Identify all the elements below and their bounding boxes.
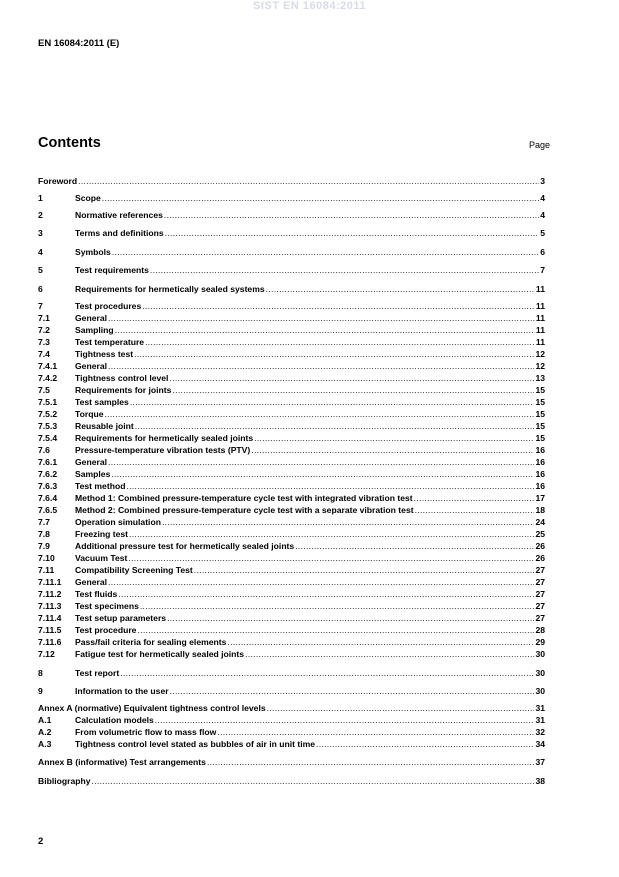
toc-entry-number: 7.6 xyxy=(38,445,50,455)
toc-leader-dots xyxy=(295,541,534,552)
toc-entry[interactable] xyxy=(38,517,545,528)
toc-leader-dots xyxy=(194,565,535,576)
toc-leader-dots xyxy=(137,625,534,636)
toc-leader-dots xyxy=(134,349,534,360)
toc-entry-title: Test specimens xyxy=(75,601,139,611)
toc-leader-dots xyxy=(172,385,534,396)
toc-entry-page: 13 xyxy=(535,373,545,383)
toc-entry[interactable] xyxy=(38,457,545,468)
toc-entry-page: 27 xyxy=(535,589,545,599)
toc-entry-number: 7.11.2 xyxy=(38,589,62,599)
toc-entry[interactable] xyxy=(38,577,545,588)
toc-leader-dots xyxy=(251,445,534,456)
toc-leader-dots xyxy=(126,481,534,492)
toc-leader-dots xyxy=(78,176,539,187)
toc-entry-title: Samples xyxy=(75,469,111,479)
toc-entry-number: 7.5.3 xyxy=(38,421,58,431)
toc-leader-dots xyxy=(145,337,535,348)
toc-entry-title: General xyxy=(75,457,108,467)
toc-entry[interactable] xyxy=(38,337,545,348)
toc-entry[interactable] xyxy=(38,757,545,768)
toc-entry-page: 24 xyxy=(535,517,545,527)
toc-leader-dots xyxy=(169,373,534,384)
toc-entry-page: 4 xyxy=(540,193,545,203)
toc-entry-title: Bibliography xyxy=(38,776,91,786)
toc-entry[interactable] xyxy=(38,385,545,396)
toc-leader-dots xyxy=(108,313,535,324)
toc-entry-page: 15 xyxy=(535,397,545,407)
toc-entry-title: Tightness control level xyxy=(75,373,169,383)
toc-entry-page: 11 xyxy=(535,337,545,347)
toc-entry[interactable] xyxy=(38,649,545,660)
toc-entry-title: Terms and definitions xyxy=(75,228,164,238)
toc-entry-title: Test fluids xyxy=(75,589,118,599)
toc-entry-title: Torque xyxy=(75,409,104,419)
toc-entry-title: Test requirements xyxy=(75,265,149,275)
toc-leader-dots xyxy=(170,686,535,697)
toc-entry[interactable] xyxy=(38,373,545,384)
toc-entry-page: 7 xyxy=(540,265,545,275)
toc-entry[interactable] xyxy=(38,325,545,336)
toc-entry-title: From volumetric flow to mass flow xyxy=(75,727,217,737)
toc-entry[interactable] xyxy=(38,265,545,276)
toc-leader-dots xyxy=(267,703,535,714)
toc-entry-number: 7.5.2 xyxy=(38,409,58,419)
toc-leader-dots xyxy=(162,517,534,528)
toc-entry-page: 26 xyxy=(535,553,545,563)
toc-entry-title: Compatibility Screening Test xyxy=(75,565,193,575)
toc-entry-number: 7.11.3 xyxy=(38,601,62,611)
toc-entry[interactable] xyxy=(38,284,545,295)
toc-entry-title: Reusable joint xyxy=(75,421,134,431)
toc-entry[interactable] xyxy=(38,421,545,432)
toc-entry[interactable] xyxy=(38,625,545,636)
toc-entry-page: 27 xyxy=(535,613,545,623)
toc-entry-number: 7.11.4 xyxy=(38,613,62,623)
toc-entry-number: 7.6.2 xyxy=(38,469,58,479)
toc-leader-dots xyxy=(128,553,534,564)
toc-entry-title: Pass/fail criteria for sealing elements xyxy=(75,637,227,647)
toc-entry-number: 7.4.1 xyxy=(38,361,58,371)
toc-entry-page: 32 xyxy=(535,727,545,737)
toc-entry-page: 29 xyxy=(535,637,545,647)
toc-entry-page: 38 xyxy=(535,776,545,786)
toc-leader-dots xyxy=(414,493,535,504)
toc-entry[interactable] xyxy=(38,589,545,600)
toc-leader-dots xyxy=(111,469,534,480)
toc-entry-number: 1 xyxy=(38,193,43,203)
toc-entry[interactable] xyxy=(38,469,545,480)
toc-entry-page: 30 xyxy=(535,686,545,696)
toc-entry-number: A.3 xyxy=(38,739,52,749)
toc-entry[interactable] xyxy=(38,541,545,552)
toc-entry-page: 6 xyxy=(540,247,545,257)
toc-entry-number: 7.1 xyxy=(38,313,50,323)
toc-leader-dots xyxy=(120,668,534,679)
toc-leader-dots xyxy=(266,284,535,295)
toc-entry-title: Additional pressure test for hermetically sealed joints xyxy=(75,541,295,551)
toc-entry-page: 34 xyxy=(535,739,545,749)
toc-entry-title: Test setup parameters xyxy=(75,613,167,623)
toc-entry-page: 11 xyxy=(535,325,545,335)
toc-entry-page: 30 xyxy=(535,649,545,659)
toc-entry-title: Test report xyxy=(75,668,120,678)
toc-entry-number: 7.4.2 xyxy=(38,373,58,383)
toc-entry-title: Symbols xyxy=(75,247,111,257)
toc-entry[interactable] xyxy=(38,776,545,787)
toc-entry-number: 3 xyxy=(38,228,43,238)
toc-entry-title: Method 1: Combined pressure-temperature cycle test with integrated vibration test xyxy=(75,493,413,503)
toc-entry[interactable] xyxy=(38,529,545,540)
toc-entry[interactable] xyxy=(38,703,545,714)
toc-entry-title: Annex A (normative) Equivalent tightness control levels xyxy=(38,703,266,713)
toc-entry-number: 7.9 xyxy=(38,541,50,551)
toc-entry[interactable] xyxy=(38,445,545,456)
toc-entry[interactable] xyxy=(38,210,545,221)
toc-entry-number: 7.7 xyxy=(38,517,50,527)
toc-leader-dots xyxy=(130,397,535,408)
toc-entry-number: 7.12 xyxy=(38,649,55,659)
toc-entry-page: 26 xyxy=(535,541,545,551)
toc-leader-dots xyxy=(102,193,539,204)
toc-entry-title: Information to the user xyxy=(75,686,169,696)
page-number: 2 xyxy=(38,836,44,847)
toc-entry[interactable] xyxy=(38,228,545,239)
toc-leader-dots xyxy=(155,715,535,726)
toc-leader-dots xyxy=(104,409,534,420)
toc-entry-page: 28 xyxy=(535,625,545,635)
toc-entry[interactable] xyxy=(38,739,545,750)
toc-entry-title: Calculation models xyxy=(75,715,154,725)
toc-leader-dots xyxy=(245,649,534,660)
toc-entry-title: Test method xyxy=(75,481,126,491)
toc-entry[interactable] xyxy=(38,715,545,726)
toc-entry-title: Test procedures xyxy=(75,301,142,311)
toc-entry-page: 4 xyxy=(540,210,545,220)
toc-entry[interactable] xyxy=(38,247,545,258)
toc-entry[interactable] xyxy=(38,301,545,312)
toc-entry-title: Freezing test xyxy=(75,529,129,539)
toc-entry[interactable] xyxy=(38,601,545,612)
toc-entry-number: 7 xyxy=(38,301,43,311)
toc-entry-title: Sampling xyxy=(75,325,114,335)
toc-entry-title: Method 2: Combined pressure-temperature cycle test with a separate vibration test xyxy=(75,505,414,515)
toc-entry-title: Test samples xyxy=(75,397,129,407)
toc-entry-title: Test temperature xyxy=(75,337,145,347)
toc-entry-number: 7.5.4 xyxy=(38,433,58,443)
toc-entry-page: 3 xyxy=(540,176,545,186)
toc-entry-title: Operation simulation xyxy=(75,517,161,527)
toc-entry-number: 7.11 xyxy=(38,565,55,575)
toc-entry[interactable] xyxy=(38,727,545,738)
toc-entry-page: 11 xyxy=(535,301,545,311)
toc-entry-title: Normative references xyxy=(75,210,163,220)
toc-entry-page: 12 xyxy=(535,349,545,359)
toc-leader-dots xyxy=(112,247,539,258)
document-id: EN 16084:2011 (E) xyxy=(38,38,120,49)
toc-leader-dots xyxy=(129,529,534,540)
toc-leader-dots xyxy=(140,601,535,612)
toc-entry-title: General xyxy=(75,313,108,323)
toc-entry[interactable] xyxy=(38,637,545,648)
contents-heading: Contents xyxy=(38,135,101,151)
toc-leader-dots xyxy=(142,301,535,312)
toc-entry-page: 37 xyxy=(535,757,545,767)
toc-entry[interactable] xyxy=(38,493,545,504)
toc-entry-title: Fatigue test for hermetically sealed joints xyxy=(75,649,245,659)
toc-entry-number: 5 xyxy=(38,265,43,275)
toc-entry-number: 8 xyxy=(38,668,43,678)
toc-entry-title: Tightness control level stated as bubbles of air in unit time xyxy=(75,739,316,749)
toc-leader-dots xyxy=(108,361,534,372)
toc-entry-number: 7.6.4 xyxy=(38,493,58,503)
toc-entry[interactable] xyxy=(38,433,545,444)
toc-entry[interactable] xyxy=(38,668,545,679)
toc-leader-dots xyxy=(115,325,535,336)
toc-entry[interactable] xyxy=(38,553,545,564)
toc-entry-page: 12 xyxy=(535,361,545,371)
toc-leader-dots xyxy=(165,228,540,239)
toc-entry[interactable] xyxy=(38,176,545,187)
toc-entry-page: 31 xyxy=(535,703,545,713)
toc-entry-title: Requirements for hermetically sealed joints xyxy=(75,433,254,443)
toc-leader-dots xyxy=(207,757,535,768)
toc-entry-number: 7.6.3 xyxy=(38,481,58,491)
toc-entry-page: 15 xyxy=(535,421,545,431)
toc-entry[interactable] xyxy=(38,313,545,324)
toc-entry-number: 7.5 xyxy=(38,385,50,395)
toc-entry-number: 9 xyxy=(38,686,43,696)
toc-entry-title: General xyxy=(75,361,108,371)
toc-entry-page: 30 xyxy=(535,668,545,678)
toc-entry-page: 17 xyxy=(535,493,545,503)
toc-entry-page: 31 xyxy=(535,715,545,725)
watermark: SIST EN 16084:2011 xyxy=(253,0,366,12)
toc-entry-page: 16 xyxy=(535,457,545,467)
toc-leader-dots xyxy=(254,433,534,444)
toc-entry-number: 7.6.5 xyxy=(38,505,58,515)
toc-leader-dots xyxy=(164,210,539,221)
toc-entry-page: 15 xyxy=(535,409,545,419)
toc-leader-dots xyxy=(108,577,534,588)
toc-entry[interactable] xyxy=(38,686,545,697)
toc-leader-dots xyxy=(316,739,534,750)
toc-entry-title: Requirements for hermetically sealed systems xyxy=(75,284,265,294)
toc-leader-dots xyxy=(227,637,534,648)
toc-entry-page: 25 xyxy=(535,529,545,539)
toc-leader-dots xyxy=(415,505,535,516)
toc-leader-dots xyxy=(92,776,535,787)
toc-entry-title: Tightness test xyxy=(75,349,134,359)
toc-entry-page: 15 xyxy=(535,385,545,395)
toc-entry[interactable] xyxy=(38,565,545,576)
toc-entry[interactable] xyxy=(38,409,545,420)
toc-entry-title: Requirements for joints xyxy=(75,385,172,395)
toc-entry-title: Foreword xyxy=(38,176,78,186)
toc-entry-page: 11 xyxy=(535,313,545,323)
toc-entry-number: 7.2 xyxy=(38,325,50,335)
toc-entry-number: 4 xyxy=(38,247,43,257)
toc-entry[interactable] xyxy=(38,193,545,204)
toc-entry-page: 16 xyxy=(535,445,545,455)
toc-entry[interactable] xyxy=(38,361,545,372)
toc-entry-page: 11 xyxy=(535,284,545,294)
toc-entry[interactable] xyxy=(38,613,545,624)
toc-entry-page: 27 xyxy=(535,565,545,575)
toc-entry[interactable] xyxy=(38,349,545,360)
toc-entry-number: 7.11.6 xyxy=(38,637,62,647)
toc-leader-dots xyxy=(167,613,534,624)
toc-entry[interactable] xyxy=(38,481,545,492)
toc-entry-title: Test procedure xyxy=(75,625,137,635)
toc-leader-dots xyxy=(118,589,534,600)
toc-leader-dots xyxy=(150,265,539,276)
toc-entry[interactable] xyxy=(38,397,545,408)
toc-entry-number: 7.8 xyxy=(38,529,50,539)
toc-entry-title: Scope xyxy=(75,193,101,203)
toc-entry-number: 2 xyxy=(38,210,43,220)
toc-entry-number: 7.6.1 xyxy=(38,457,58,467)
toc-entry-page: 16 xyxy=(535,481,545,491)
toc-entry-number: 7.10 xyxy=(38,553,55,563)
toc-entry-title: Vacuum Test xyxy=(75,553,128,563)
toc-entry-page: 27 xyxy=(535,577,545,587)
toc-leader-dots xyxy=(135,421,535,432)
page-column-header: Page xyxy=(529,140,551,150)
toc-entry-number: 7.11.1 xyxy=(38,577,62,587)
toc-entry-page: 27 xyxy=(535,601,545,611)
toc-entry-number: 7.11.5 xyxy=(38,625,62,635)
toc-entry-page: 16 xyxy=(535,469,545,479)
toc-entry-number: 6 xyxy=(38,284,43,294)
toc-leader-dots xyxy=(217,727,534,738)
toc-entry-title: Pressure-temperature vibration tests (PTV) xyxy=(75,445,251,455)
toc-leader-dots xyxy=(108,457,534,468)
toc-entry-number: 7.4 xyxy=(38,349,50,359)
toc-entry-number: 7.3 xyxy=(38,337,50,347)
toc-entry-number: 7.5.1 xyxy=(38,397,58,407)
toc-entry-title: General xyxy=(75,577,108,587)
toc-entry-number: A.2 xyxy=(38,727,52,737)
toc-entry[interactable] xyxy=(38,505,545,516)
toc-entry-page: 5 xyxy=(540,228,545,238)
toc-entry-number: A.1 xyxy=(38,715,52,725)
toc-entry-title: Annex B (informative) Test arrangements xyxy=(38,757,206,767)
toc-entry-page: 15 xyxy=(535,433,545,443)
toc-entry-page: 18 xyxy=(535,505,545,515)
